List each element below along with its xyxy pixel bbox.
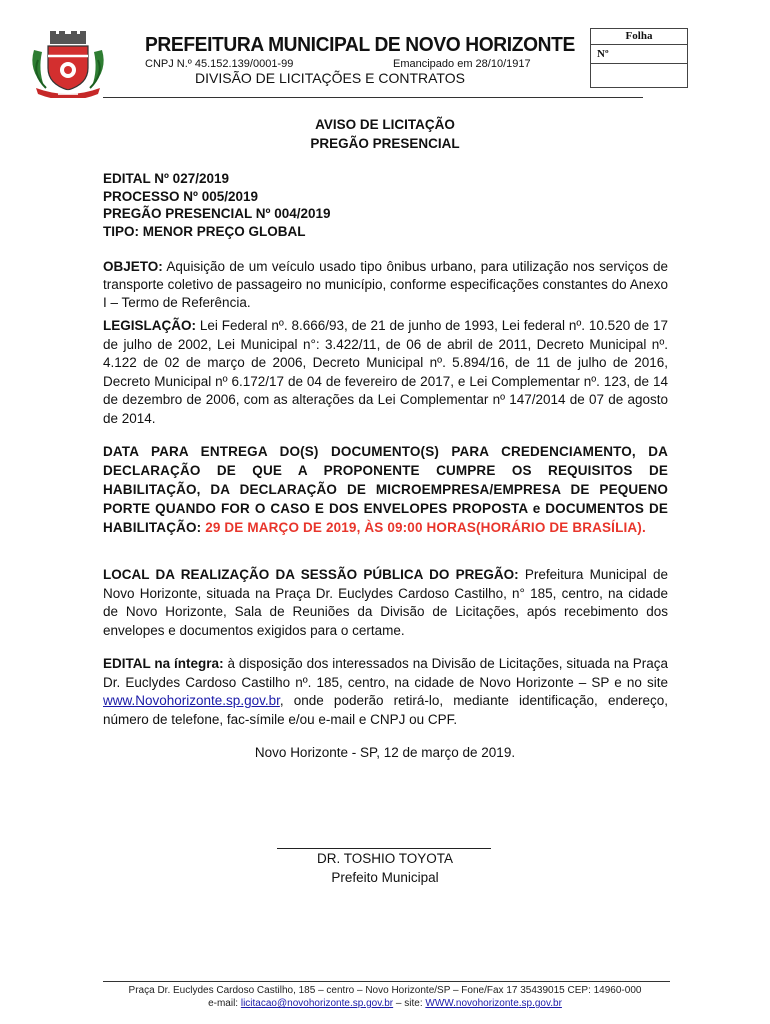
folha-stamp-box	[590, 28, 688, 88]
legislacao-text: Lei Federal nº. 8.666/93, de 21 de junho de 1993, Lei federal nº. 10.520 de 17 de julho de 2002, Lei Municipal n°: 3.422/11, de 06 de abril de 2011, Decreto Municipal nº. 4.122 de 02 de março de 2006, Decreto Municipal nº. 5.894/16, de 11 de julho de 2016, Decreto Municipal nº 6.172/17 de 04 de fevereiro de 2017, e Lei Complementar nº. 123, de 14 de dezembro de 2006, com as alterações da Lei Complementar nº 147/2014 de 07 de agosto de 2014.	[103, 318, 668, 426]
folha-label: Folha	[591, 29, 687, 45]
footer-divider	[103, 981, 670, 982]
tipo-text: TIPO: MENOR PREÇO GLOBAL	[103, 224, 306, 239]
signer-role: Prefeito Municipal	[331, 870, 439, 885]
footer-contact	[0, 998, 770, 1009]
municipal-coat-of-arms-icon	[28, 30, 108, 98]
edital-integra-text2: , onde poderão retirá-lo, mediante identificação, endereço, número de telefone, fac-símile e/ou e-mail e CNPJ ou CPF.	[103, 693, 668, 727]
objeto-paragraph	[103, 258, 668, 312]
edital-integra-paragraph	[103, 655, 668, 729]
legislacao-paragraph	[103, 317, 668, 429]
emancipation-date: Emancipado em 28/10/1917	[393, 58, 531, 70]
objeto-label: OBJETO:	[103, 259, 163, 274]
footer-email-link[interactable]: licitacao@novohorizonte.sp.gov.br	[240, 998, 394, 1009]
edital-number: EDITAL Nº 027/2019	[103, 171, 229, 186]
processo-number: PROCESSO Nº 005/2019	[103, 189, 259, 204]
legislacao-label: LEGISLAÇÃO:	[103, 318, 196, 333]
data-entrega-text: DATA PARA ENTREGA DO(S) DOCUMENTO(S) PARA CREDENCIAMENTO, DA DECLARAÇÃO DE QUE A PROPONENTE CUMPRE OS REQUISITOS DE HABILITAÇÃO, DA DECLARAÇÃO DE MICROEMPRESA/EMPRESA DE PEQUENO PORTE QUANDO FOR O CASO E DOS ENVELOPES PROPOSTA e DOCUMENTOS DE HABILITAÇÃO:	[103, 444, 668, 535]
local-label: LOCAL DA REALIZAÇÃO DA SESSÃO PÚBLICA DO PREGÃO:	[103, 567, 519, 582]
signer-name: DR. TOSHIO TOYOTA	[316, 851, 454, 866]
local-paragraph	[103, 566, 668, 640]
municipality-title: PREFEITURA MUNICIPAL DE NOVO HORIZONTE	[145, 34, 575, 56]
header-divider	[103, 97, 643, 98]
division-name: DIVISÃO DE LICITAÇÕES E CONTRATOS	[195, 70, 465, 86]
edital-integra-text1: à disposição dos interessados na Divisão de Licitações, situada na Praça Dr. Euclydes Cardoso Castilho nº. 185, centro, na cidade de Novo Horizonte – SP e no site	[103, 656, 669, 690]
folha-number-label: Nº	[591, 45, 687, 64]
local-text: Prefeitura Municipal de Novo Horizonte, situada na Praça Dr. Euclydes Cardoso Castilho, n° 185, centro, na cidade de Novo Horizonte, Sala de Reuniões da Divisão de Licitações, após recebimento dos envelopes e documentos exigidos para o certame.	[103, 567, 668, 638]
pregao-number: PREGÃO PRESENCIAL Nº 004/2019	[103, 206, 331, 221]
data-entrega-end: .	[641, 520, 646, 535]
objeto-text: Aquisição de um veículo usado tipo ônibus urbano, para utilização nos serviços de transporte coletivo de passageiro no município, conforme especificações constantes do Anexo I – Termo de Referência.	[103, 259, 668, 310]
data-entrega-highlight: 29 DE MARÇO DE 2019, ÀS 09:00 HORAS(HORÁRIO DE BRASÍLIA)	[205, 520, 642, 535]
edital-integra-label: EDITAL na íntegra:	[103, 656, 224, 671]
place-date: Novo Horizonte - SP, 12 de março de 2019.	[254, 745, 516, 760]
signature-line	[277, 848, 491, 849]
footer-site-label: – site:	[393, 998, 426, 1009]
footer-site-link[interactable]: WWW.novohorizonte.sp.gov.br	[425, 998, 562, 1009]
data-entrega-paragraph	[103, 442, 668, 537]
notice-title: AVISO DE LICITAÇÃO	[315, 117, 455, 132]
website-link[interactable]: www.Novohorizonte.sp.gov.br	[103, 693, 280, 708]
footer-address: Praça Dr. Euclydes Cardoso Castilho, 185 – centro – Novo Horizonte/SP – Fone/Fax 17 35439015 CEP: 14960-000	[128, 985, 642, 996]
cnpj-text: CNPJ N.º 45.152.139/0001-99	[145, 58, 294, 70]
footer-email-label: e-mail:	[208, 998, 241, 1009]
notice-subtitle: PREGÃO PRESENCIAL	[310, 136, 460, 151]
